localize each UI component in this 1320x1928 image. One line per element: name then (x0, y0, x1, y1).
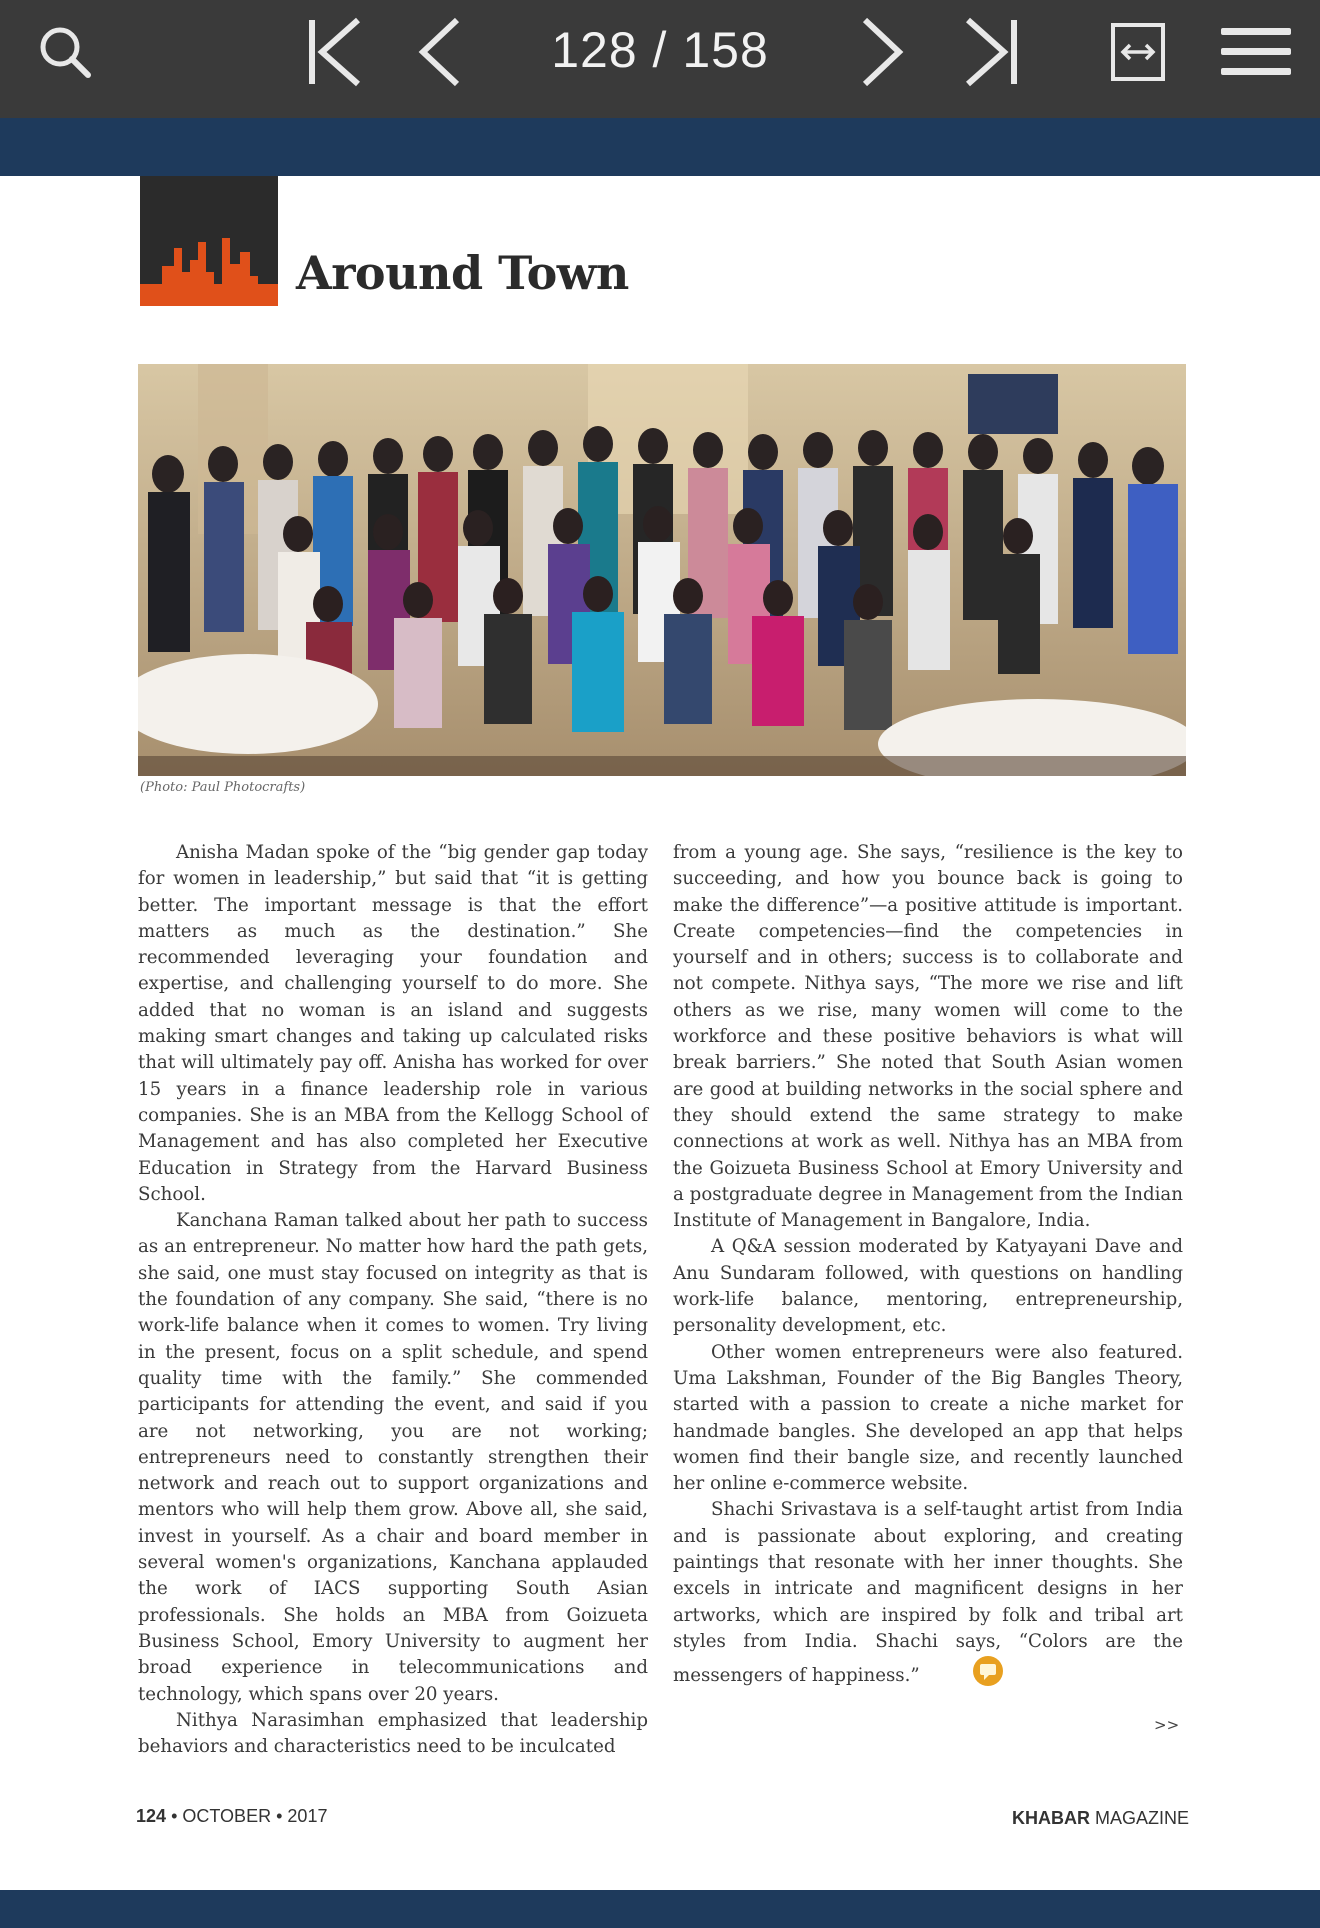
paragraph-nithya-continued: from a young age. She says, “resilience is the key to succeeding, and how you bounce back is going to make the difference”—a positive attitude is important. Create competencies—find the competencies in yourself and in others; success is to collaborate and not compete. Nithya says, “The more we rise and lift others as we rise, many women will come to the workforce and these positive behaviors is what will break barriers.” She noted that South Asian women are good at building networks in the social sphere and they should extend the same strategy to make connections at work as well. Nithya has an MBA from the Goizueta Business School at Emory University and a postgraduate degree in Management from the Indian Institute of Management in Bangalore, India. (673, 842, 1183, 1232)
first-page-button[interactable] (300, 14, 370, 90)
folio-page-number: 124 (136, 1806, 167, 1826)
page-folio: 124 • OCTOBER • 2017 (136, 1806, 328, 1826)
paragraph-kanchana: Kanchana Raman talked about her path to success as an entrepreneur. No matter how hard the path gets, she said, one must stay focused on integrity as that is the foundation of any company. She said, “there is no work-life balance when it comes to women. Try living in the present, focus on a split schedule, and spend quality time with the family.” She commended participants for attending the event, and said if you are not networking, you are not working; entrepreneurs need to constantly strengthen their network and reach out to support organizations and mentors who will help them grow. Above all, she said, invest in yourself. As a chair and board member in several women's organizations, Kanchana applauded the work of IACS supporting South Asian professionals. She holds an MBA from Goizueta Business School, Emory University to augment her broad experience in telecommunications and technology, which spans over 20 years. (138, 1210, 648, 1705)
fit-width-icon (1109, 21, 1167, 83)
paragraph-uma: Other women entrepreneurs were also featured. Uma Lakshman, Founder of the Big Bangles Theory, started with a passion to create a niche market for handmade bangles. She developed an app that helps women find their bangle size, and recently launched her online e-commerce website. (673, 1341, 1183, 1495)
paragraph-shachi (673, 1497, 1183, 1695)
page-counter: 128 / 158 (551, 22, 769, 78)
prev-page-button[interactable] (410, 14, 470, 90)
folio-month: OCTOBER (182, 1806, 272, 1826)
search-button[interactable] (30, 14, 100, 90)
search-icon (35, 22, 95, 82)
next-page-button[interactable] (852, 14, 912, 90)
viewer-toolbar (0, 0, 1320, 118)
viewer-header-band (0, 118, 1320, 176)
article-column-left (138, 840, 648, 1760)
chat-bubble-icon (934, 1655, 1004, 1695)
first-page-icon (304, 14, 366, 90)
magazine-name: KHABAR MAGAZINE (1012, 1808, 1190, 1828)
section-title: Around Town (296, 246, 629, 300)
skyline-logo-icon (140, 176, 278, 306)
fit-width-button[interactable] (1106, 14, 1170, 90)
group-photo (138, 364, 1186, 776)
next-page-icon (857, 14, 907, 90)
viewer-footer-band (0, 1890, 1320, 1928)
paragraph-nithya: Nithya Narasimhan emphasized that leadership behaviors and characteristics need to be inculcated (138, 1709, 648, 1758)
photo-caption: (Photo: Paul Photocrafts) (140, 780, 306, 795)
article-column-right (673, 840, 1183, 1696)
paragraph-shachi-text: Shachi Srivastava is a self-taught artist from India and is passionate about exploring, and creating paintings that resonate with her inner thoughts. She excels in intricate and magnificent designs in her artworks, which are inspired by folk and tribal art styles from India. Shachi says, “Colors are the messengers of happiness.” (673, 1499, 1183, 1687)
last-page-button[interactable] (956, 14, 1026, 90)
menu-icon (1219, 22, 1293, 82)
menu-button[interactable] (1216, 14, 1296, 90)
last-page-icon (960, 14, 1022, 90)
paragraph-qa: A Q&A session moderated by Katyayani Dave and Anu Sundaram followed, with questions on handling work-life balance, mentoring, entrepreneurship, personality development, etc. (673, 1236, 1183, 1337)
prev-page-icon (415, 14, 465, 90)
paragraph-anisha: Anisha Madan spoke of the “big gender gap today for women in leadership,” but said that “it is getting better. The important message is that the effort matters as much as the destination.” She recommended leveraging your foundation and expertise, and challenging yourself to do more. She added that no woman is an island and suggests making smart changes and taking up calculated risks that will ultimately pay off. Anisha has worked for over 15 years in a finance leadership role in various companies. She is an MBA from the Kellogg School of Management and has also completed her Executive Education in Strategy from the Harvard Business School. (138, 842, 648, 1205)
folio-year: 2017 (287, 1806, 328, 1826)
continue-marker: >> (1154, 1716, 1180, 1734)
